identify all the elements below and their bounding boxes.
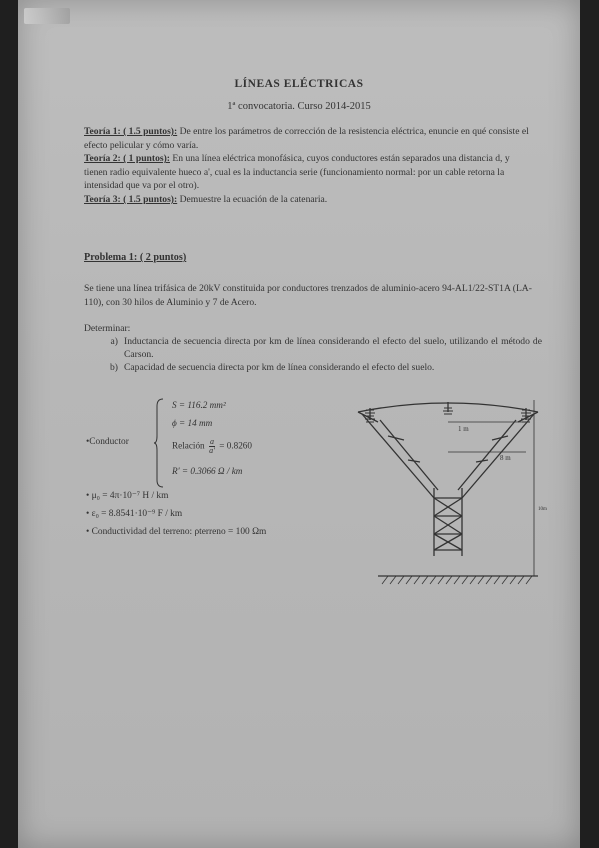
task-b <box>90 362 542 375</box>
problem-title: Problema 1: ( 2 puntos) <box>84 252 187 263</box>
ratio-value: = 0.8260 <box>219 440 252 451</box>
theory-1 <box>84 125 534 152</box>
theory-section <box>84 125 534 207</box>
page-title: LÍNEAS ELÉCTRICAS <box>234 78 364 90</box>
left-arm-inner <box>380 420 438 490</box>
label-8m: 8 m <box>500 454 511 462</box>
scan-mark <box>24 8 70 24</box>
mu-constant: • μ₀ = 4π·10⁻⁷ H / km <box>86 491 169 501</box>
eq-section: S = 116.2 mm² <box>172 400 226 410</box>
task-b-label: b) <box>110 362 118 374</box>
theory-2 <box>84 152 534 193</box>
task-a-text: Inductancia de secuencia directa por km de línea considerando el efecto del suelo, utilizando el método de Carson. <box>124 336 542 360</box>
ratio-den: a' <box>209 446 215 455</box>
theory-3 <box>84 193 534 207</box>
theory-1-text: De entre los parámetros de corrección de la resistencia eléctrica, enuncie en qué consiste el efecto pelicular y cómo varía. <box>84 126 529 151</box>
ground-conductivity: • Conductividad del terreno: ρterreno = 100 Ωm <box>86 527 267 537</box>
ratio-fraction <box>209 438 215 455</box>
tower-diagram <box>348 398 553 598</box>
left-arm-outer <box>362 414 434 498</box>
task-a-label: a) <box>110 336 118 347</box>
eq-ratio <box>172 438 252 455</box>
right-arm-outer <box>462 414 534 498</box>
eq-resistance: R' = 0.3066 Ω / km <box>172 466 243 476</box>
conductor-label: •Conductor <box>86 437 129 447</box>
ratio-num: a <box>209 437 214 446</box>
theory-2-label: Teoría 2: ( 1 puntos): <box>84 153 170 165</box>
problem-intro: Se tiene una línea trifásica de 20kV constituida por conductores trenzados de aluminio-acero 94-AL1/22-ST1A (LA-110), con 30 hilos de Aluminio y 7 de Acero. <box>84 283 532 308</box>
page-subtitle: 1ª convocatoria. Curso 2014-2015 <box>227 101 371 112</box>
data-block <box>84 394 354 554</box>
theory-3-label: Teoría 3: ( 1.5 puntos): <box>84 193 178 205</box>
exam-sheet <box>18 0 580 848</box>
label-height: 10m <box>538 507 547 512</box>
task-a <box>90 336 542 361</box>
brace-icon <box>154 398 164 488</box>
theory-2-text: En una línea eléctrica monofásica, cuyos conductores están separados una distancia d, y tienen radio equivalente hueco a', cual es la inductancia serie (funcionamiento normal: por un cable retorna la intensidad que va por el otro). <box>84 153 510 192</box>
task-b-text: Capacidad de secuencia directa por km de línea considerando el efecto del suelo. <box>124 362 435 374</box>
label-1m: 1 m <box>458 425 469 433</box>
theory-1-label: Teoría 1: ( 1.5 puntos): <box>84 126 178 137</box>
determine-label: Determinar: <box>84 323 131 334</box>
ground-hatch <box>382 576 532 584</box>
ratio-word: Relación <box>172 440 205 451</box>
eps-constant: • ε₀ = 8.8541·10⁻⁹ F / km <box>86 509 183 519</box>
eq-diameter: ϕ = 14 mm <box>172 418 213 428</box>
theory-3-text: Demuestre la ecuación de la catenaria. <box>177 193 328 205</box>
task-list <box>90 336 542 376</box>
